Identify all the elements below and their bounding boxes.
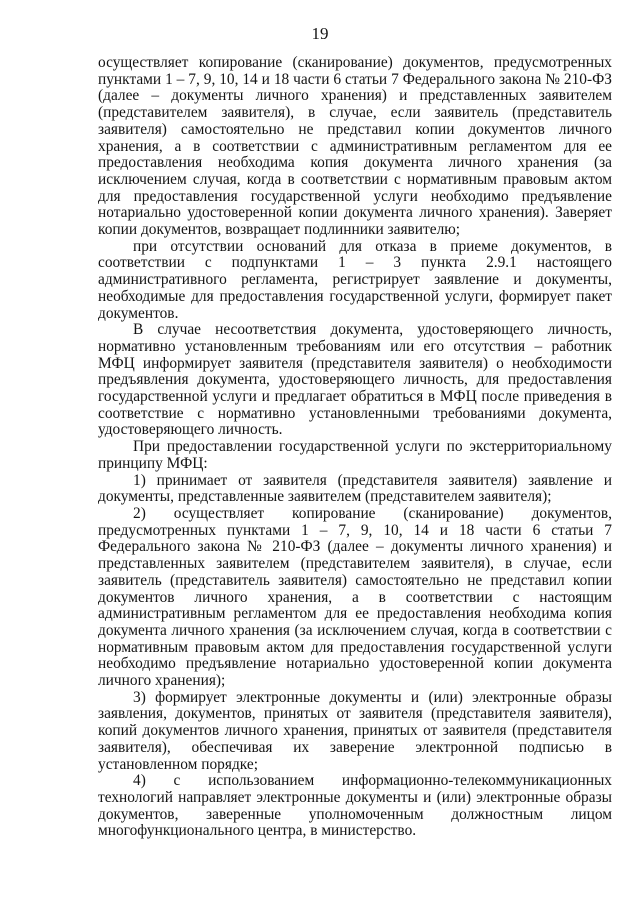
page-body [98,55,612,840]
paragraph-registration: при отсутствии оснований для отказа в приеме документов, в соответствии с подпунктами 1 – 3 пункта 2.9.1 настоящего административного регламента, регистрирует заявление и документы, необходимые для предоставления государственной услуги, формирует пакет документов. [98,237,612,322]
paragraph-copying-documents: осуществляет копирование (сканирование) документов, предусмотренных пунктами 1 – 7, 9, 10, 14 и 18 части 6 статьи 7 Федерального закона № 210-ФЗ (далее – документы личного хранения) и представленных заявителем (представителем заявителя), в случае, если заявитель (представитель заявителя) самостоятельно не представил копии документов личного хранения, а в соответствии с административным регламентом для ее предоставления необходима копия документа личного хранения (за исключением случая, когда в соответствии с нормативным правовым актом для предоставления государственной услуги необходимо предъявление нотариально удостоверенной копии документа личного хранения). Заверяет копии документов, возвращает подлинники заявителю; [98,54,612,239]
paragraph-identity-document: В случае несоответствия документа, удостоверяющего личность, нормативно установленным требованиям или его отсутствия – работник МФЦ информирует заявителя (представителя заявителя) о необходимости предъявления документа, удостоверяющего личность, для предоставления государственной услуги и предлагает обратиться в МФЦ после приведения в соответствие с нормативно установленными требованиями документа, удостоверяющего личность. [98,321,612,439]
list-item-3: 3) формирует электронные документы и (или) электронные образы заявления, документов, принятых от заявителя (представителя заявителя), копий документов личного хранения, принятых от заявителя (представителя заявителя), обеспечивая их заверение электронной подписью в установленном порядке; [98,688,612,773]
list-item-2: 2) осуществляет копирование (сканирование) документов, предусмотренных пунктами 1 – 7, 9, 10, 14 и 18 части 6 статьи 7 Федерального закона № 210-ФЗ (далее – документы личного хранения) и представленных заявителем (представителем заявителя), в случае, если заявитель (представитель заявителя) самостоятельно не представил копии документов личного хранения, а в соответствии с настоящим административным регламентом для ее предоставления необходима копия документа личного хранения (за исключением случая, когда в соответствии с нормативным правовым актом для предоставления государственной услуги необходимо предъявление нотариально удостоверенной копии документа личного хранения); [98,504,612,690]
list-item-1: 1) принимает от заявителя (представителя заявителя) заявление и документы, представленные заявителем (представителем заявителя); [98,471,612,506]
list-item-4: 4) с использованием информационно-телекоммуникационных технологий направляет электронные документы и (или) электронные образы документов, заверенные уполномоченным должностным лицом многофункционального центра, в министерство. [98,772,612,840]
page-number: 19 [311,24,329,43]
paragraph-extraterritorial-intro: При предоставлении государственной услуги по экстерриториальному принципу МФЦ: [98,438,612,472]
